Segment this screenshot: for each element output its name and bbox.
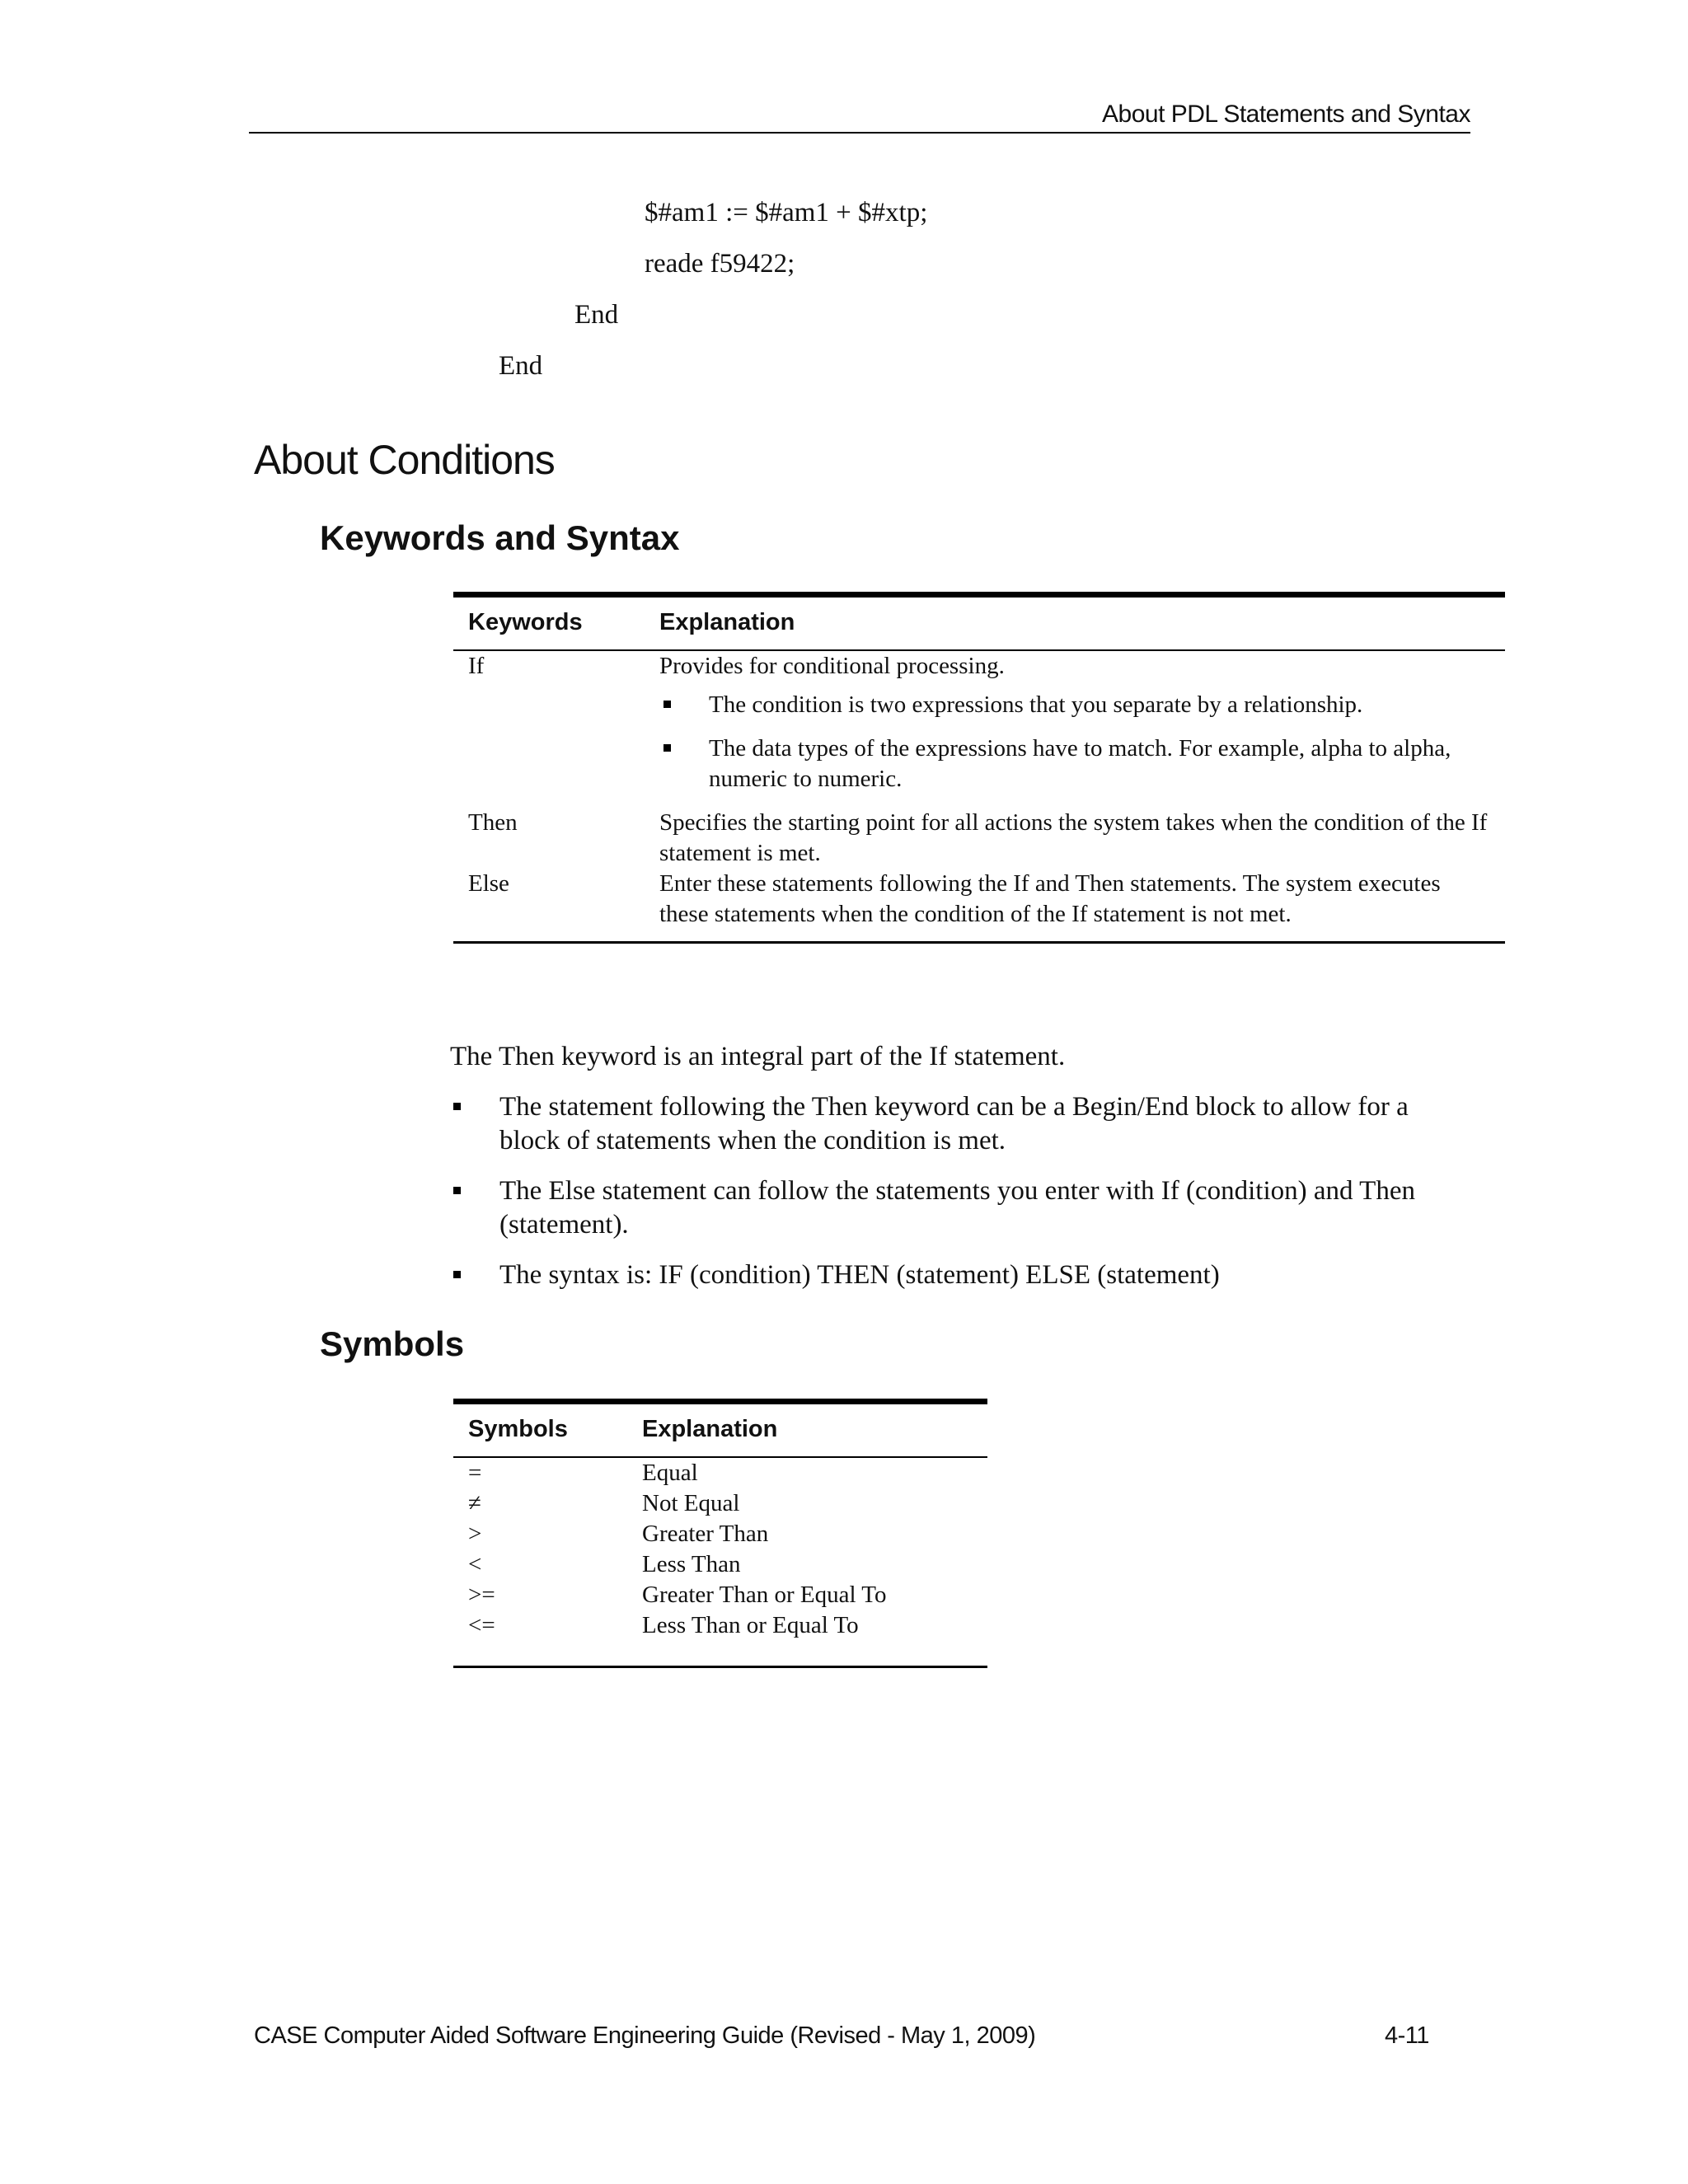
- table-row: [453, 808, 1505, 869]
- page-number: 4-11: [1385, 2022, 1429, 2049]
- symbols-table: [453, 1399, 987, 1668]
- list-item: The syntax is: IF (condition) THEN (statement) ELSE (statement): [450, 1258, 1472, 1292]
- list-item: The Else statement can follow the statements you enter with If (condition) and Then (statement).: [450, 1174, 1472, 1242]
- explanation-cell: Less Than or Equal To: [642, 1612, 859, 1638]
- symbol-cell: <=: [468, 1612, 495, 1638]
- table-row: [453, 1549, 987, 1580]
- running-header: About PDL Statements and Syntax: [249, 97, 1470, 134]
- column-header: Explanation: [627, 1402, 987, 1458]
- list-item: The data types of the expressions have to match. For example, alpha to alpha, numeric to numeric.: [659, 733, 1490, 794]
- table-row: [453, 869, 1505, 943]
- table-row: [453, 1488, 987, 1519]
- explanation-cell: Enter these statements following the If and Then statements. The system executes these statements when the condition of the If statement is not met.: [659, 870, 1441, 927]
- code-line: End: [574, 300, 619, 330]
- code-line: reade f59422;: [645, 249, 795, 279]
- keywords-table: [453, 592, 1505, 944]
- symbol-cell: =: [468, 1460, 482, 1486]
- code-line: End: [499, 351, 543, 381]
- explanation-cell: Specifies the starting point for all actions the system takes when the condition of the If statement is met.: [659, 809, 1488, 866]
- explanation-cell: Equal: [642, 1460, 698, 1486]
- subsection-title-keywords: Keywords and Syntax: [320, 518, 680, 557]
- list-item: The condition is two expressions that you separate by a relationship.: [659, 690, 1490, 720]
- table-row: [453, 1610, 987, 1667]
- symbol-cell: <: [468, 1551, 482, 1577]
- explanation-bullets: [659, 690, 1490, 794]
- table-row: [453, 1457, 987, 1488]
- list-item: The statement following the Then keyword can be a Begin/End block to allow for a block of statements when the condition is met.: [450, 1090, 1472, 1158]
- explanation-cell: Greater Than or Equal To: [642, 1582, 887, 1608]
- table-row: [453, 1580, 987, 1610]
- explanation-cell: [645, 650, 1505, 808]
- table-header-row: [453, 1402, 987, 1458]
- subsection-title-symbols: Symbols: [320, 1324, 465, 1363]
- explanation-text: Provides for conditional processing.: [659, 653, 1005, 679]
- explanation-cell: Not Equal: [642, 1490, 740, 1516]
- then-bullets: [450, 1090, 1472, 1309]
- symbol-cell: ≠: [468, 1490, 481, 1516]
- explanation-cell: Greater Than: [642, 1521, 769, 1547]
- table-header-row: [453, 595, 1505, 651]
- symbol-cell: >: [468, 1521, 482, 1547]
- explanation-cell: Less Than: [642, 1551, 741, 1577]
- table-row: [453, 1519, 987, 1549]
- then-intro: The Then keyword is an integral part of the If statement.: [450, 1042, 1066, 1071]
- column-header: Explanation: [645, 595, 1505, 651]
- column-header: Symbols: [453, 1402, 627, 1458]
- footer-title: CASE Computer Aided Software Engineering Guide (Revised - May 1, 2009): [254, 2022, 1036, 2049]
- section-title: About Conditions: [254, 437, 555, 483]
- code-line: $#am1 := $#am1 + $#xtp;: [645, 198, 928, 227]
- column-header: Keywords: [453, 595, 645, 651]
- keyword-cell: Else: [468, 870, 509, 897]
- symbol-cell: >=: [468, 1582, 495, 1608]
- keyword-cell: Then: [468, 809, 518, 836]
- table-row: [453, 650, 1505, 808]
- keyword-cell: If: [468, 653, 485, 679]
